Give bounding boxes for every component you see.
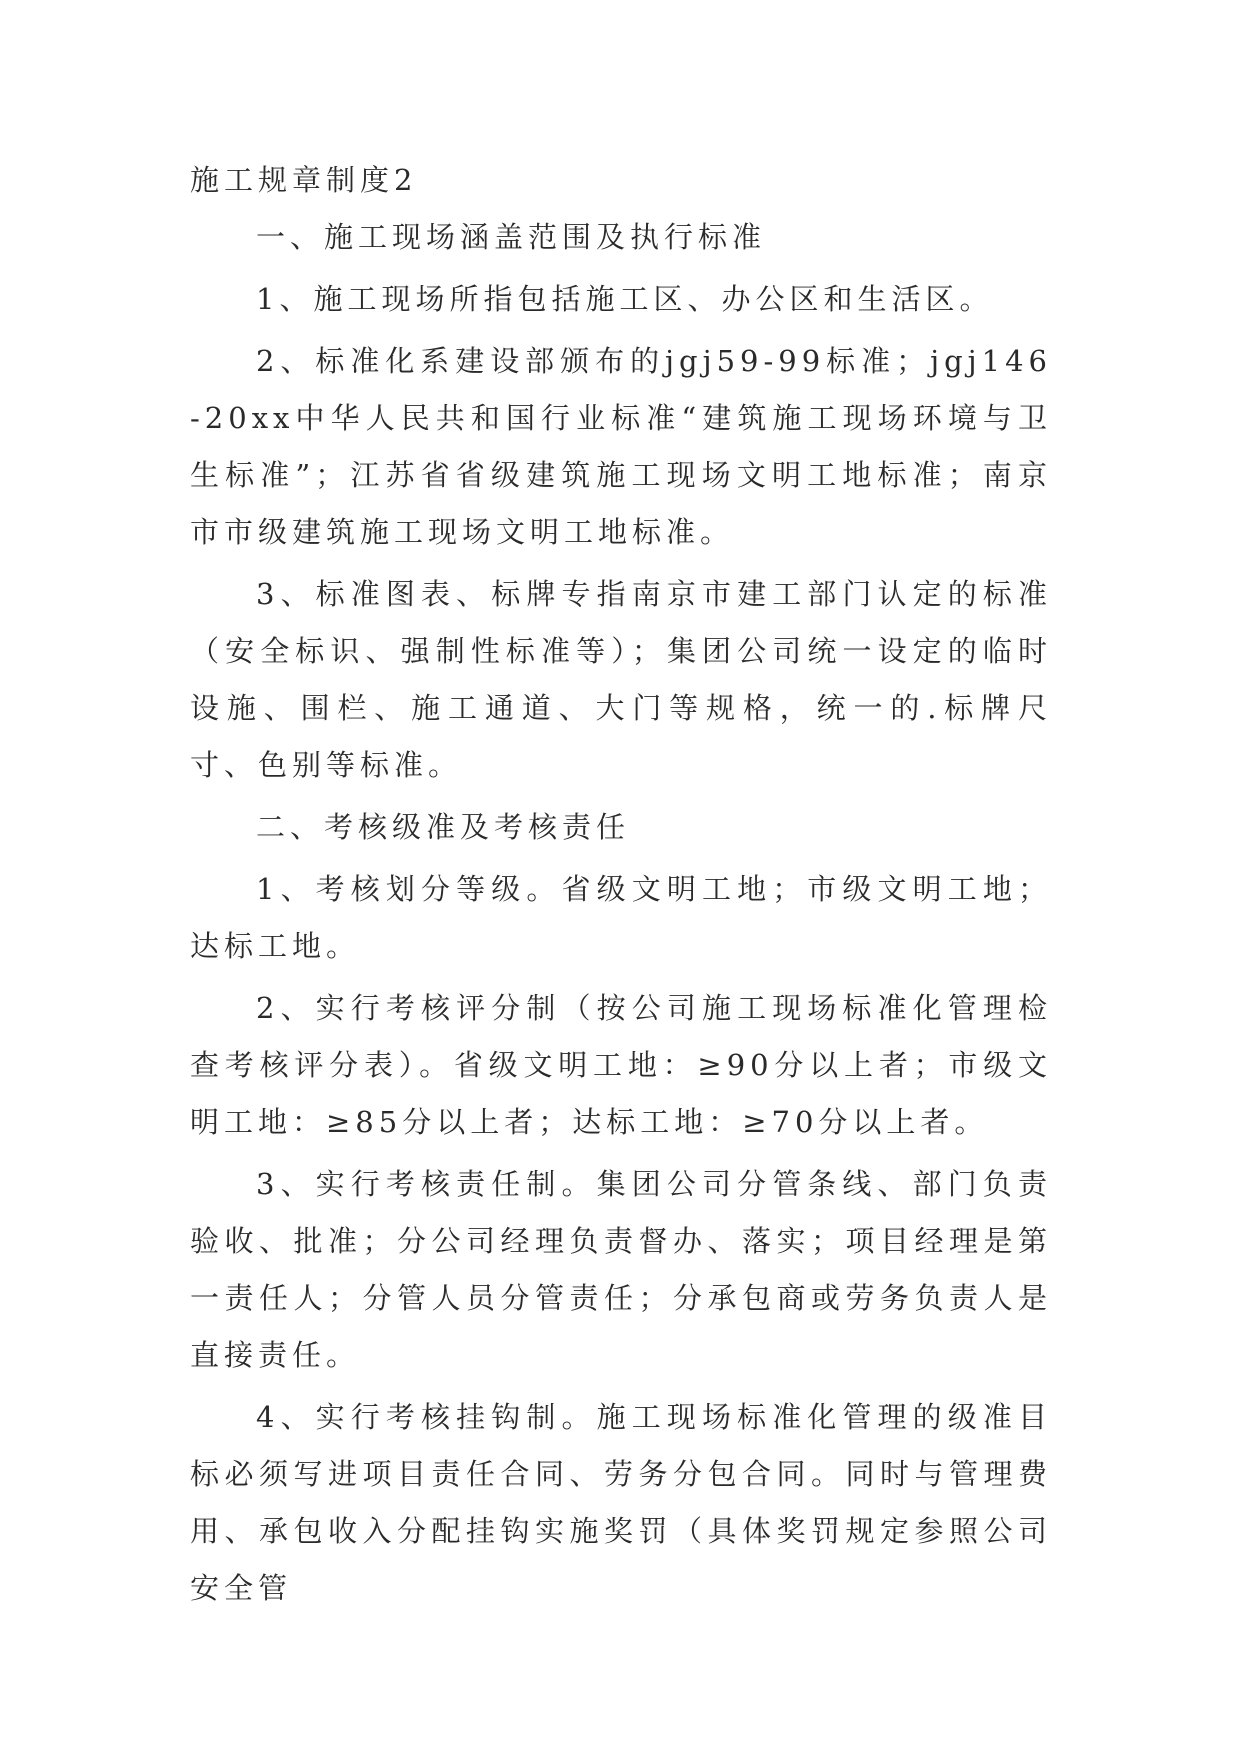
section-heading-scope: 一、施工现场涵盖范围及执行标准 <box>256 220 767 254</box>
paragraph-assessment-3: 3、实行考核责任制。集团公司分管条线、部门负责验收、批准；分公司经理负责督办、落实；项目经理是第一责任人；分管人员分管责任；分承包商或劳务负责人是直接责任。 <box>190 1167 1052 1372</box>
document-body <box>190 152 1052 1622</box>
paragraph-scope-2: 2、标准化系建设部颁布的jgj59-99标准；jgj146-20xx中华人民共和国行业标准“建筑施工现场环境与卫生标准”；江苏省省级建筑施工现场文明工地标准；南京市市级建筑施工现场文明工地标准。 <box>190 344 1052 549</box>
paragraph-assessment-4: 4、实行考核挂钩制。施工现场标准化管理的级准目标必须写进项目责任合同、劳务分包合同。同时与管理费用、承包收入分配挂钩实施奖罚（具体奖罚规定参照公司安全管 <box>190 1400 1052 1605</box>
paragraph-scope-1: 1、施工现场所指包括施工区、办公区和生活区。 <box>256 282 994 316</box>
section-heading-assessment: 二、考核级准及考核责任 <box>256 810 631 844</box>
paragraph-scope-3: 3、标准图表、标牌专指南京市建工部门认定的标准（安全标识、强制性标准等）；集团公司统一设定的临时设施、围栏、施工通道、大门等规格，统一的.标牌尺寸、色别等标准。 <box>190 577 1052 782</box>
paragraph-assessment-1: 1、考核划分等级。省级文明工地；市级文明工地；达标工地。 <box>190 872 1052 963</box>
paragraph-assessment-2: 2、实行考核评分制（按公司施工现场标准化管理检查考核评分表）。省级文明工地：≥90分以上者；市级文明工地：≥85分以上者；达标工地：≥70分以上者。 <box>190 991 1052 1139</box>
document-title: 施工规章制度2 <box>190 163 418 197</box>
